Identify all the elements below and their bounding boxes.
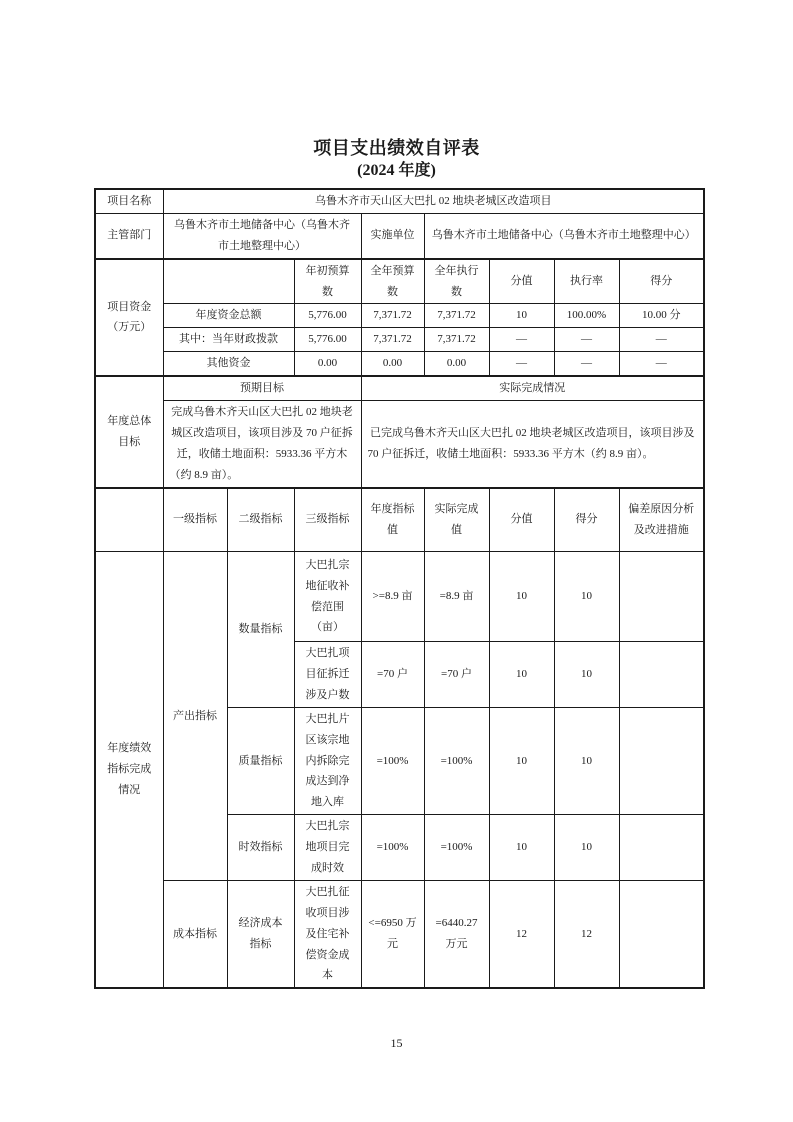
level2-cell: 时效指标 (227, 815, 294, 881)
goal-actual-header-cell: 实际完成情况 (361, 376, 704, 400)
funds-row-label-cell: 其中：当年财政拨款 (163, 328, 294, 352)
funds-score-cell: 10.00 分 (619, 304, 704, 328)
actual-value-cell: =100% (424, 815, 489, 881)
score-value-cell: 10 (489, 707, 554, 814)
project-name-label-cell: 项目名称 (95, 189, 163, 213)
row-project-name (95, 189, 704, 213)
actual-value-cell: =6440.27 万元 (424, 880, 489, 988)
deviation-cell (619, 815, 704, 881)
score-cell: 10 (554, 642, 619, 708)
score-value-cell: 10 (489, 552, 554, 642)
annual-value-cell: =100% (361, 707, 424, 814)
funds-score-value-cell: 10 (489, 304, 554, 328)
row-goal-header (95, 376, 704, 400)
score-value-cell: 10 (489, 815, 554, 881)
deviation-cell (619, 880, 704, 988)
indicator-col-level2: 二级指标 (227, 488, 294, 552)
level2-cell: 质量指标 (227, 707, 294, 814)
indicator-col-deviation: 偏差原因分析及改进措施 (619, 488, 704, 552)
funds-row-label-cell: 年度资金总额 (163, 304, 294, 328)
indicator-row-cost (95, 880, 704, 988)
funds-initial-cell: 5,776.00 (294, 328, 361, 352)
funds-section-label-cell: 项目资金（万元） (95, 259, 163, 376)
actual-value-cell: =70 户 (424, 642, 489, 708)
funds-col-score-value: 分值 (489, 259, 554, 304)
dept-value-cell: 乌鲁木齐市土地储备中心（乌鲁木齐市土地整理中心） (163, 213, 361, 258)
funds-row-other (95, 352, 704, 376)
goal-expected-text-cell: 完成乌鲁木齐天山区大巴扎 02 地块老城区改造项目，该项目涉及 70 户征拆迁，收储土地面积：5933.36 平方木（约 8.9 亩）。 (163, 401, 361, 488)
indicator-row-quantity-1 (95, 552, 704, 642)
level3-cell: 大巴扎宗地项目完成时效 (294, 815, 361, 881)
funds-score-value-cell: — (489, 328, 554, 352)
score-cell: 10 (554, 707, 619, 814)
funds-rate-cell: — (554, 328, 619, 352)
funds-execution-cell: 7,371.72 (424, 328, 489, 352)
dept-label-cell: 主管部门 (95, 213, 163, 258)
self-evaluation-table (94, 188, 705, 989)
level3-cell: 大巴扎片区该宗地内拆除完成达到净地入库 (294, 707, 361, 814)
impl-unit-label-cell: 实施单位 (361, 213, 424, 258)
funds-initial-cell: 5,776.00 (294, 304, 361, 328)
level2-cell: 经济成本指标 (227, 880, 294, 988)
actual-value-cell: =100% (424, 707, 489, 814)
level2-cell: 数量指标 (227, 552, 294, 708)
row-departments (95, 213, 704, 258)
funds-col-annual-budget: 全年预算数 (361, 259, 424, 304)
indicator-col-score: 得分 (554, 488, 619, 552)
annual-value-cell: >=8.9 亩 (361, 552, 424, 642)
level1-cost-cell: 成本指标 (163, 880, 227, 988)
funds-score-cell: — (619, 328, 704, 352)
row-goal-content (95, 401, 704, 488)
funds-row-label-cell: 其他资金 (163, 352, 294, 376)
funds-rate-cell: — (554, 352, 619, 376)
funds-execution-cell: 7,371.72 (424, 304, 489, 328)
project-name-value-cell: 乌鲁木齐市天山区大巴扎 02 地块老城区改造项目 (163, 189, 704, 213)
funds-row-total (95, 304, 704, 328)
level3-cell: 大巴扎宗地征收补偿范围（亩） (294, 552, 361, 642)
page-number: 15 (390, 1036, 403, 1050)
level3-cell: 大巴扎征收项目涉及住宅补偿资金成本 (294, 880, 361, 988)
score-value-cell: 12 (489, 880, 554, 988)
goal-actual-text-cell: 已完成乌鲁木齐天山区大巴扎 02 地块老城区改造项目，该项目涉及 70 户征拆迁，收储土地面积：5933.36 平方木（约 8.9 亩）。 (361, 401, 704, 488)
funds-budget-cell: 7,371.72 (361, 328, 424, 352)
impl-unit-value-cell: 乌鲁木齐市土地储备中心（乌鲁木齐市土地整理中心） (424, 213, 704, 258)
funds-budget-cell: 0.00 (361, 352, 424, 376)
document-subtitle: (2024 年度) (357, 162, 436, 179)
funds-score-cell: — (619, 352, 704, 376)
funds-budget-cell: 7,371.72 (361, 304, 424, 328)
score-cell: 10 (554, 552, 619, 642)
annual-value-cell: =70 户 (361, 642, 424, 708)
funds-col-annual-execution: 全年执行数 (424, 259, 489, 304)
deviation-cell (619, 707, 704, 814)
deviation-cell (619, 642, 704, 708)
indicator-col-annual-value: 年度指标值 (361, 488, 424, 552)
goal-section-label-cell: 年度总体目标 (95, 376, 163, 487)
funds-col-execution-rate: 执行率 (554, 259, 619, 304)
annual-value-cell: =100% (361, 815, 424, 881)
funds-rate-cell: 100.00% (554, 304, 619, 328)
indicator-col-actual-value: 实际完成值 (424, 488, 489, 552)
level1-output-cell: 产出指标 (163, 552, 227, 881)
funds-score-value-cell: — (489, 352, 554, 376)
document-title: 项目支出绩效自评表 (313, 138, 480, 158)
score-value-cell: 10 (489, 642, 554, 708)
funds-col-score: 得分 (619, 259, 704, 304)
score-cell: 10 (554, 815, 619, 881)
indicator-col-level1: 一级指标 (163, 488, 227, 552)
score-cell: 12 (554, 880, 619, 988)
indicator-col-score-value: 分值 (489, 488, 554, 552)
row-funds-header (95, 259, 704, 304)
actual-value-cell: =8.9 亩 (424, 552, 489, 642)
funds-initial-cell: 0.00 (294, 352, 361, 376)
row-indicator-header (95, 488, 704, 552)
funds-col-initial-budget: 年初预算数 (294, 259, 361, 304)
annual-value-cell: <=6950 万元 (361, 880, 424, 988)
funds-row-fiscal (95, 328, 704, 352)
funds-execution-cell: 0.00 (424, 352, 489, 376)
level3-cell: 大巴扎项目征拆迁涉及户数 (294, 642, 361, 708)
funds-blank-header-cell (163, 259, 294, 304)
indicator-blank-header-cell (95, 488, 163, 552)
indicator-col-level3: 三级指标 (294, 488, 361, 552)
deviation-cell (619, 552, 704, 642)
goal-expected-header-cell: 预期目标 (163, 376, 361, 400)
indicator-section-label-cell: 年度绩效指标完成情况 (95, 552, 163, 989)
